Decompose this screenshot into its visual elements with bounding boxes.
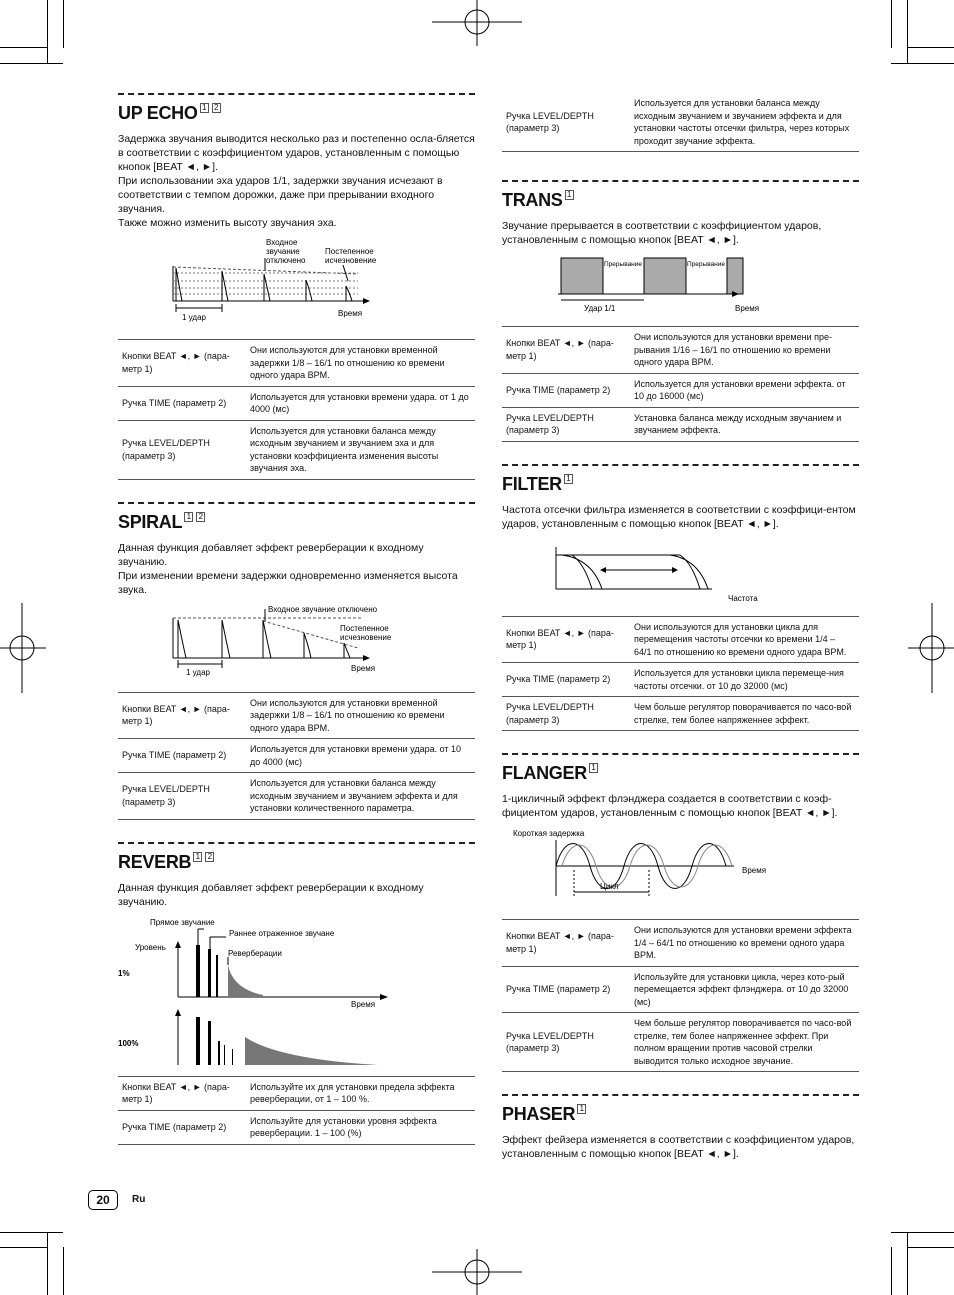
- table-row: Кнопки BEAT ◄, ► (пара-метр 1) Они используются для установки временной задержки 1/8 – 16/1 по отношению ко времени одного удара BPM.: [118, 692, 475, 739]
- mark-2: 2: [205, 852, 214, 862]
- trans-diagram: [502, 253, 859, 320]
- svg-text:Время: Время: [338, 309, 363, 318]
- paragraph: Также можно изменить высоту звучания эха.: [118, 217, 337, 229]
- params-table: [118, 1076, 475, 1145]
- filter-diagram: [502, 537, 859, 610]
- paragraph: Задержка звучания выводится несколько раз и постепенно осла-бляется в соответствии с коэффициентом ударов, установленным с помощью кнопок [BEAT ◄, ►].: [118, 133, 475, 173]
- svg-text:Частота: Частота: [728, 593, 758, 603]
- mark-1: 1: [200, 103, 209, 113]
- section-title: SPIRAL $^{1 2}$: [118, 512, 475, 533]
- svg-text:Время: Время: [351, 663, 376, 673]
- section-title: UP ECHO $^{1 2}$: [118, 103, 475, 124]
- up-echo-diagram: [118, 236, 475, 333]
- table-row: Ручка TIME (параметр 2) Используйте для установки цикла, через кото-рый перемещается эффект флэнджера. от 10 до 32000 (мс): [502, 966, 859, 1013]
- crop-mark: [891, 0, 892, 48]
- registration-mark: [0, 603, 46, 693]
- svg-text:звучание: звучание: [266, 247, 300, 256]
- table-row: Ручка LEVEL/DEPTH (параметр 3) Чем больше регулятор поворачивается по часо-вой стрелке, тем более напряженнее эффект. При полном вращении против часовой стрелки выводится только исходное звучание.: [502, 1013, 859, 1072]
- table-row: Ручка TIME (параметр 2) Используется для установки времени удара. от 10 до 4000 (мс): [118, 739, 475, 773]
- mark-1: 1: [193, 852, 202, 862]
- params-table: [118, 692, 475, 820]
- svg-text:Удар 1/1: Удар 1/1: [584, 304, 616, 313]
- reverb-diagram: [118, 915, 475, 1070]
- svg-text:Входное: Входное: [266, 238, 298, 247]
- paragraph: Звучание прерывается в соответствии с коэффициентом ударов, установленным с помощью кнопок [BEAT ◄, ►].: [502, 220, 822, 246]
- svg-text:Время: Время: [742, 866, 767, 875]
- crop-mark: [63, 0, 64, 48]
- crop-mark: [47, 0, 48, 63]
- table-row: Ручка TIME (параметр 2) Используется для установки цикла перемеще-ния частоты отсечки. от 10 до 32000 (мс): [502, 663, 859, 697]
- table-row: Кнопки BEAT ◄, ► (пара-метр 1) Они используются для установки времени пре-рывания 1/16 – 16/1 по отношению ко времени одного удара BPM.: [502, 327, 859, 374]
- section-flanger: [502, 753, 859, 1072]
- section-title: FLANGER $^1$: [502, 763, 859, 784]
- mark-2: 2: [212, 103, 221, 113]
- svg-text:Постепенное: Постепенное: [340, 623, 389, 633]
- paragraph: Частота отсечки фильтра изменяется в соответствии с коэффици-ентом ударов, установленным с помощью кнопок [BEAT ◄, ►].: [502, 503, 856, 530]
- section-up-echo: [118, 93, 475, 480]
- crop-mark: [0, 1247, 47, 1248]
- paragraph: Эффект фейзера изменяется в соответствии с коэффициентом ударов, установленным с помощью кнопок [BEAT ◄, ►].: [502, 1134, 855, 1160]
- right-column: [502, 93, 859, 1183]
- table-row: Ручка LEVEL/DEPTH (параметр 3) Чем больше регулятор поворачивается по часо-вой стрелке, тем более напряженнее эффект.: [502, 697, 859, 731]
- table-row: Ручка TIME (параметр 2) Используется для установки времени эффекта. от 10 до 16000 (мс): [502, 373, 859, 407]
- dashed-separator: [502, 753, 859, 755]
- section-filter: [502, 464, 859, 732]
- crop-mark: [891, 1247, 892, 1295]
- registration-mark: [432, 1249, 522, 1295]
- section-title: PHASER $^1$: [502, 1104, 859, 1125]
- svg-text:отключено: отключено: [266, 256, 306, 265]
- table-row: Кнопки BEAT ◄, ► (пара-метр 1) Они используются для установки времени эффекта 1/4 – 64/1 по отношению ко времени одного удара BPM.: [502, 920, 859, 967]
- dashed-separator: [502, 464, 859, 466]
- table-row: Кнопки BEAT ◄, ► (пара-метр 1) Используйте их для установки предела эффекта реверберации, от 1 – 100 %.: [118, 1076, 475, 1110]
- section-phaser: [502, 1094, 859, 1161]
- left-column: [118, 93, 475, 1167]
- crop-mark: [907, 1247, 954, 1248]
- language-code: Ru: [132, 1194, 146, 1205]
- section-trans: [502, 180, 859, 442]
- crop-mark: [0, 63, 63, 64]
- params-table: [118, 339, 475, 480]
- svg-text:Входное звучание отключено: Входное звучание отключено: [268, 604, 378, 614]
- section-spiral: [118, 502, 475, 820]
- crop-mark: [891, 63, 954, 64]
- table-row: Кнопки BEAT ◄, ► (пара-метр 1) Они используются для установки временной задержки 1/8 – 16/1 по отношению ко времени одного удара BPM.: [118, 340, 475, 387]
- table-row: Ручка TIME (параметр 2) Используйте для установки уровня эффекта реверберации. 1 – 100 (%): [118, 1110, 475, 1144]
- svg-text:Прерывание: Прерывание: [604, 261, 643, 268]
- registration-mark: [432, 0, 522, 46]
- dashed-separator: [502, 1094, 859, 1096]
- svg-text:Уровень: Уровень: [135, 942, 166, 952]
- svg-text:Раннее отраженное звучане: Раннее отраженное звучане: [229, 928, 335, 938]
- section-reverb: [118, 842, 475, 1145]
- crop-mark: [907, 1232, 908, 1295]
- params-table: [502, 93, 859, 152]
- svg-text:исчезновение: исчезновение: [340, 632, 392, 642]
- table-row: Ручка LEVEL/DEPTH (параметр 3) Используется для установки баланса между исходным звучанием и звучанием эффекта и для установки количественного параметра.: [118, 773, 475, 820]
- mark-1: 1: [565, 190, 574, 200]
- dashed-separator: [118, 502, 475, 504]
- svg-text:100%: 100%: [118, 1038, 139, 1048]
- crop-mark: [63, 1247, 64, 1295]
- svg-text:Время: Время: [735, 304, 760, 313]
- spiral-diagram: [118, 603, 475, 686]
- svg-text:1 удар: 1 удар: [186, 667, 210, 677]
- svg-text:Реверберации: Реверберации: [228, 948, 282, 958]
- params-table: [502, 919, 859, 1072]
- table-row: Кнопки BEAT ◄, ► (пара-метр 1) Они используются для установки цикла для перемещения частоты отсечки ко времени 1/4 – 64/1 по отношению ко времени одного удара BPM.: [502, 616, 859, 663]
- svg-text:Время: Время: [351, 999, 376, 1009]
- svg-text:исчезновение: исчезновение: [325, 256, 377, 265]
- crop-mark: [907, 0, 908, 63]
- mark-1: 1: [589, 763, 598, 773]
- section-title: REVERB $^{1 2}$: [118, 852, 475, 873]
- svg-text:Прерывание: Прерывание: [687, 261, 726, 268]
- paragraph: Данная функция добавляет эффект реверберации к входному звучанию.: [118, 881, 424, 908]
- crop-mark: [0, 1232, 63, 1233]
- page-number: 20: [88, 1190, 118, 1210]
- svg-text:1 удар: 1 удар: [182, 313, 206, 322]
- registration-mark: [908, 603, 954, 693]
- section-title: FILTER $^1$: [502, 474, 859, 495]
- mark-1: 1: [184, 512, 193, 522]
- paragraph: При изменении времени задержки одновременно изменяется высота звука.: [118, 569, 458, 596]
- table-row: Ручка LEVEL/DEPTH (параметр 3) Используется для установки баланса между исходным звучанием и звучанием эффекта и для установки частоты отсечки фильтра, через которых проходит звучание эффекта.: [502, 93, 859, 152]
- crop-mark: [0, 47, 47, 48]
- svg-text:Прямое звучание: Прямое звучание: [150, 917, 215, 927]
- params-table: [502, 326, 859, 442]
- mark-1: 1: [577, 1104, 586, 1114]
- table-row: Ручка LEVEL/DEPTH (параметр 3) Используется для установки баланса между исходным звучанием и звучанием эха и для установки коэффициента изменения высоты звучания эха.: [118, 420, 475, 479]
- flanger-diagram: [502, 826, 859, 913]
- dashed-separator: [118, 842, 475, 844]
- paragraph: 1-цикличный эффект флэнджера создается в соответствии с коэф-фициентом ударов, установленным с помощью кнопок [BEAT ◄, ►].: [502, 793, 838, 819]
- dashed-separator: [118, 93, 475, 95]
- crop-mark: [891, 1232, 954, 1233]
- svg-text:Цикл: Цикл: [600, 882, 619, 891]
- mark-1: 1: [564, 474, 573, 484]
- mark-2: 2: [196, 512, 205, 522]
- params-table: [502, 616, 859, 732]
- table-row: Ручка TIME (параметр 2) Используется для установки времени удара. от 1 до 4000 (мс): [118, 386, 475, 420]
- crop-mark: [47, 1232, 48, 1295]
- svg-text:Короткая задержка: Короткая задержка: [513, 829, 585, 838]
- dashed-separator: [502, 180, 859, 182]
- crop-mark: [907, 47, 954, 48]
- section-continued-table: [502, 93, 859, 152]
- svg-text:1%: 1%: [118, 968, 130, 978]
- section-title: TRANS $^1$: [502, 190, 859, 211]
- svg-text:Постепенное: Постепенное: [325, 247, 374, 256]
- paragraph: Данная функция добавляет эффект реверберации к входному звучанию.: [118, 541, 424, 568]
- table-row: Ручка LEVEL/DEPTH (параметр 3) Установка баланса между исходным звучанием и звучанием эффекта.: [502, 407, 859, 441]
- paragraph: При использовании эха ударов 1/1, задержки звучания исчезают в соответствии с темпом дорожки, даже при прерывании входного звучания.: [118, 175, 443, 215]
